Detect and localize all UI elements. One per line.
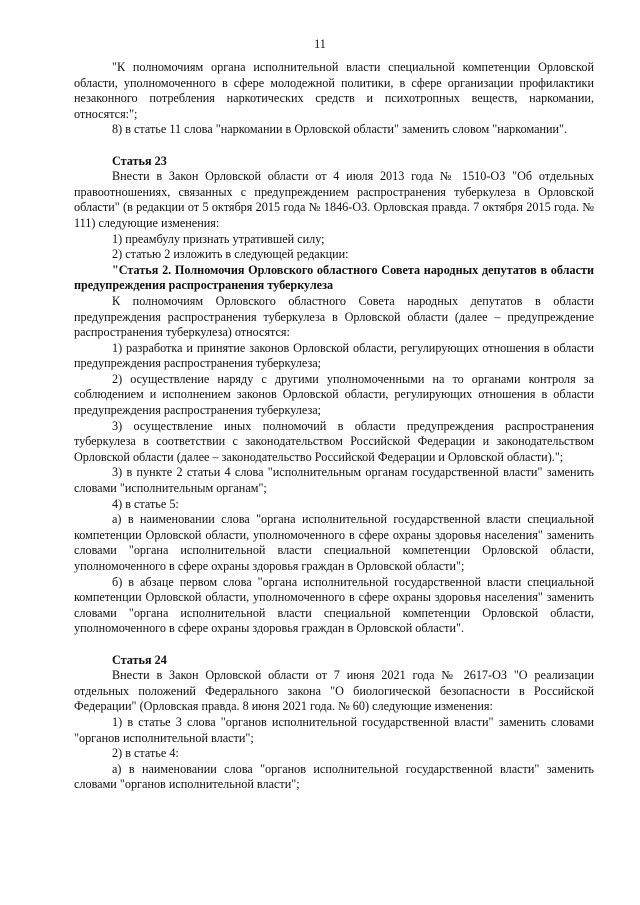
article-24-intro: Внести в Закон Орловской области от 7 июня 2021 года № 2617-ОЗ "О реализации отдельных положений Федерального закона "О биологической безопасности в Российской Федерации" (Орловская правда. 8 июня 2021 года. № 60) следующие изменения: (74, 668, 594, 714)
amendment-item-8: 8) в статье 11 слова "наркомании в Орловской области" заменить словом "наркомании". (112, 122, 568, 137)
article-23-item-1: 1) преамбулу признать утратившей силу; (112, 231, 325, 246)
article-2-point-3: 3) осуществление иных полномочий в области предупреждения распространения туберкулеза в соответствии с законодательством Российской Федерации и законодательством Орловской области (далее – законодательство Российской Федерации и Орловской области)."; (74, 418, 594, 464)
article-24-item-2a: а) в наименовании слова "органов исполнительной государственной власти" заменить словами "органов исполнительной власти"; (74, 761, 594, 792)
article-23-item-2: 2) статью 2 изложить в следующей редакции: (112, 247, 349, 262)
article-2-point-2: 2) осуществление наряду с другими уполномоченными на то органами контроля за соблюдением и исполнением законов Орловской области, регулирующих отношения в области предупреждения распространения туберкулеза; (74, 371, 594, 418)
article-2-new-title: "Статья 2. Полномочия Орловского областного Совета народных депутатов в области предупреждения распространения туберкулеза (74, 262, 594, 293)
article-23-heading: Статья 23 (112, 153, 167, 168)
article-23-item-4b: б) в абзаце первом слова "органа исполнительной государственной власти специальной компетенции Орловской области, уполномоченного в сфере охраны здоровья населения" заменить словами "органа исполнительной власти специальной компетенции Орловской области, уполномоченного в сфере охраны здоровья граждан в Орловской области". (74, 574, 594, 636)
article-23-item-4a: а) в наименовании слова "органа исполнительной государственной власти специальной компетенции Орловской области, уполномоченного в сфере охраны здоровья населения" заменить словами "органа исполнительной власти специальной компетенции Орловской области, уполномоченного в сфере охраны здоровья граждан в Орловской области"; (74, 512, 594, 573)
page-number: 11 (314, 37, 326, 51)
document-body (74, 60, 594, 793)
quoted-clause-competence: "К полномочиям органа исполнительной власти специальной компетенции Орловской области, уполномоченного в сфере молодежной политики, в сфере организации профилактики незаконного потребления наркотических средств и психотропных веществ, наркомании, относятся:"; (74, 60, 594, 121)
article-23-item-3: 3) в пункте 2 статьи 4 слова "исполнительным органам государственной власти" заменить словами "исполнительным органам"; (74, 465, 594, 496)
article-24-item-2: 2) в статье 4: (112, 746, 179, 761)
article-24-item-1: 1) в статье 3 слова "органов исполнительной государственной власти" заменить словами "органов исполнительной власти"; (74, 714, 594, 745)
article-2-point-1: 1) разработка и принятие законов Орловской области, регулирующих отношения в области предупреждения распространения туберкулеза; (74, 340, 594, 371)
article-23-item-4: 4) в статье 5: (112, 496, 179, 511)
article-23-intro: Внести в Закон Орловской области от 4 июля 2013 года № 1510-ОЗ "Об отдельных правоотношениях, связанных с предупреждением распространения туберкулеза в Орловской области" (в редакции от 5 октября 2015 года № 1846-ОЗ. Орловская правда. 7 октября 2015 года. № 111) следующие изменения: (74, 169, 594, 230)
article-2-preamble: К полномочиям Орловского областного Совета народных депутатов в области предупреждения распространения туберкулеза в Орловской области (далее – предупреждение распространения туберкулеза) относятся: (74, 293, 594, 340)
article-24-heading: Статья 24 (112, 652, 167, 667)
